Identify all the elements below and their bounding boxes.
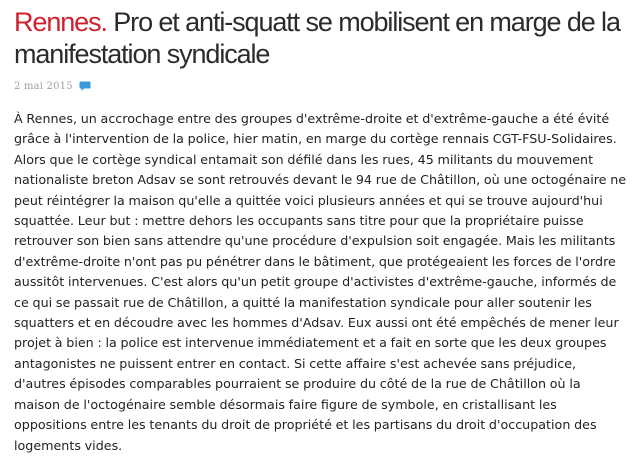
article-meta	[14, 79, 630, 93]
speech-bubble-icon[interactable]	[79, 81, 91, 92]
article-body: À Rennes, un accrochage entre des groupes d'extrême-droite et d'extrême-gauche a été évité grâce à l'intervention de la police, hier matin, en marge du cortège rennais CGT-FSU-Solidaires. Alors que le cortège syndical entamait son défilé dans les rues, 45 militants du mouvement nationaliste breton Adsav se sont retrouvés devant le 94 rue de Châtillon, où une octogénaire ne peut réintégrer la maison qu'elle a quittée voici plusieurs années et qui se trouve aujourd'hui squattée. Leur but : mettre dehors les occupants sans titre pour que la propriétaire puisse retrouver son bien sans attendre qu'une procédure d'expulsion soit engagée. Mais les militants d'extrême-droite n'ont pas pu pénétrer dans le bâtiment, que protégeaient les forces de l'ordre aussitôt intervenues. C'est alors qu'un petit groupe d'activistes d'extrême-gauche, informés de ce qui se passait rue de Châtillon, a quitté la manifestation syndicale pour aller soutenir les squatters et en découdre avec les hommes d'Adsav. Eux aussi ont été empêchés de mener leur projet à bien : la police est intervenue immédiatement et a fait en sorte que les deux groupes antagonistes ne puissent entrer en contact. Si cette affaire s'est achevée sans préjudice, d'autres épisodes comparables pourraient se produire du côté de la rue de Châtillon où la maison de l'octogénaire semble désormais faire figure de symbole, en cristallisant les oppositions entre les tenants du droit de propriété et les partisans du droit d'occupation des logements vides.	[14, 111, 627, 453]
headline-kicker: Rennes.	[14, 7, 107, 37]
publication-date: 2 mai 2015	[14, 80, 73, 92]
article	[14, 6, 630, 456]
article-headline	[14, 6, 630, 70]
headline-title: Pro et anti-squatt se mobilisent en marge de la manifestation syndicale	[14, 7, 620, 69]
